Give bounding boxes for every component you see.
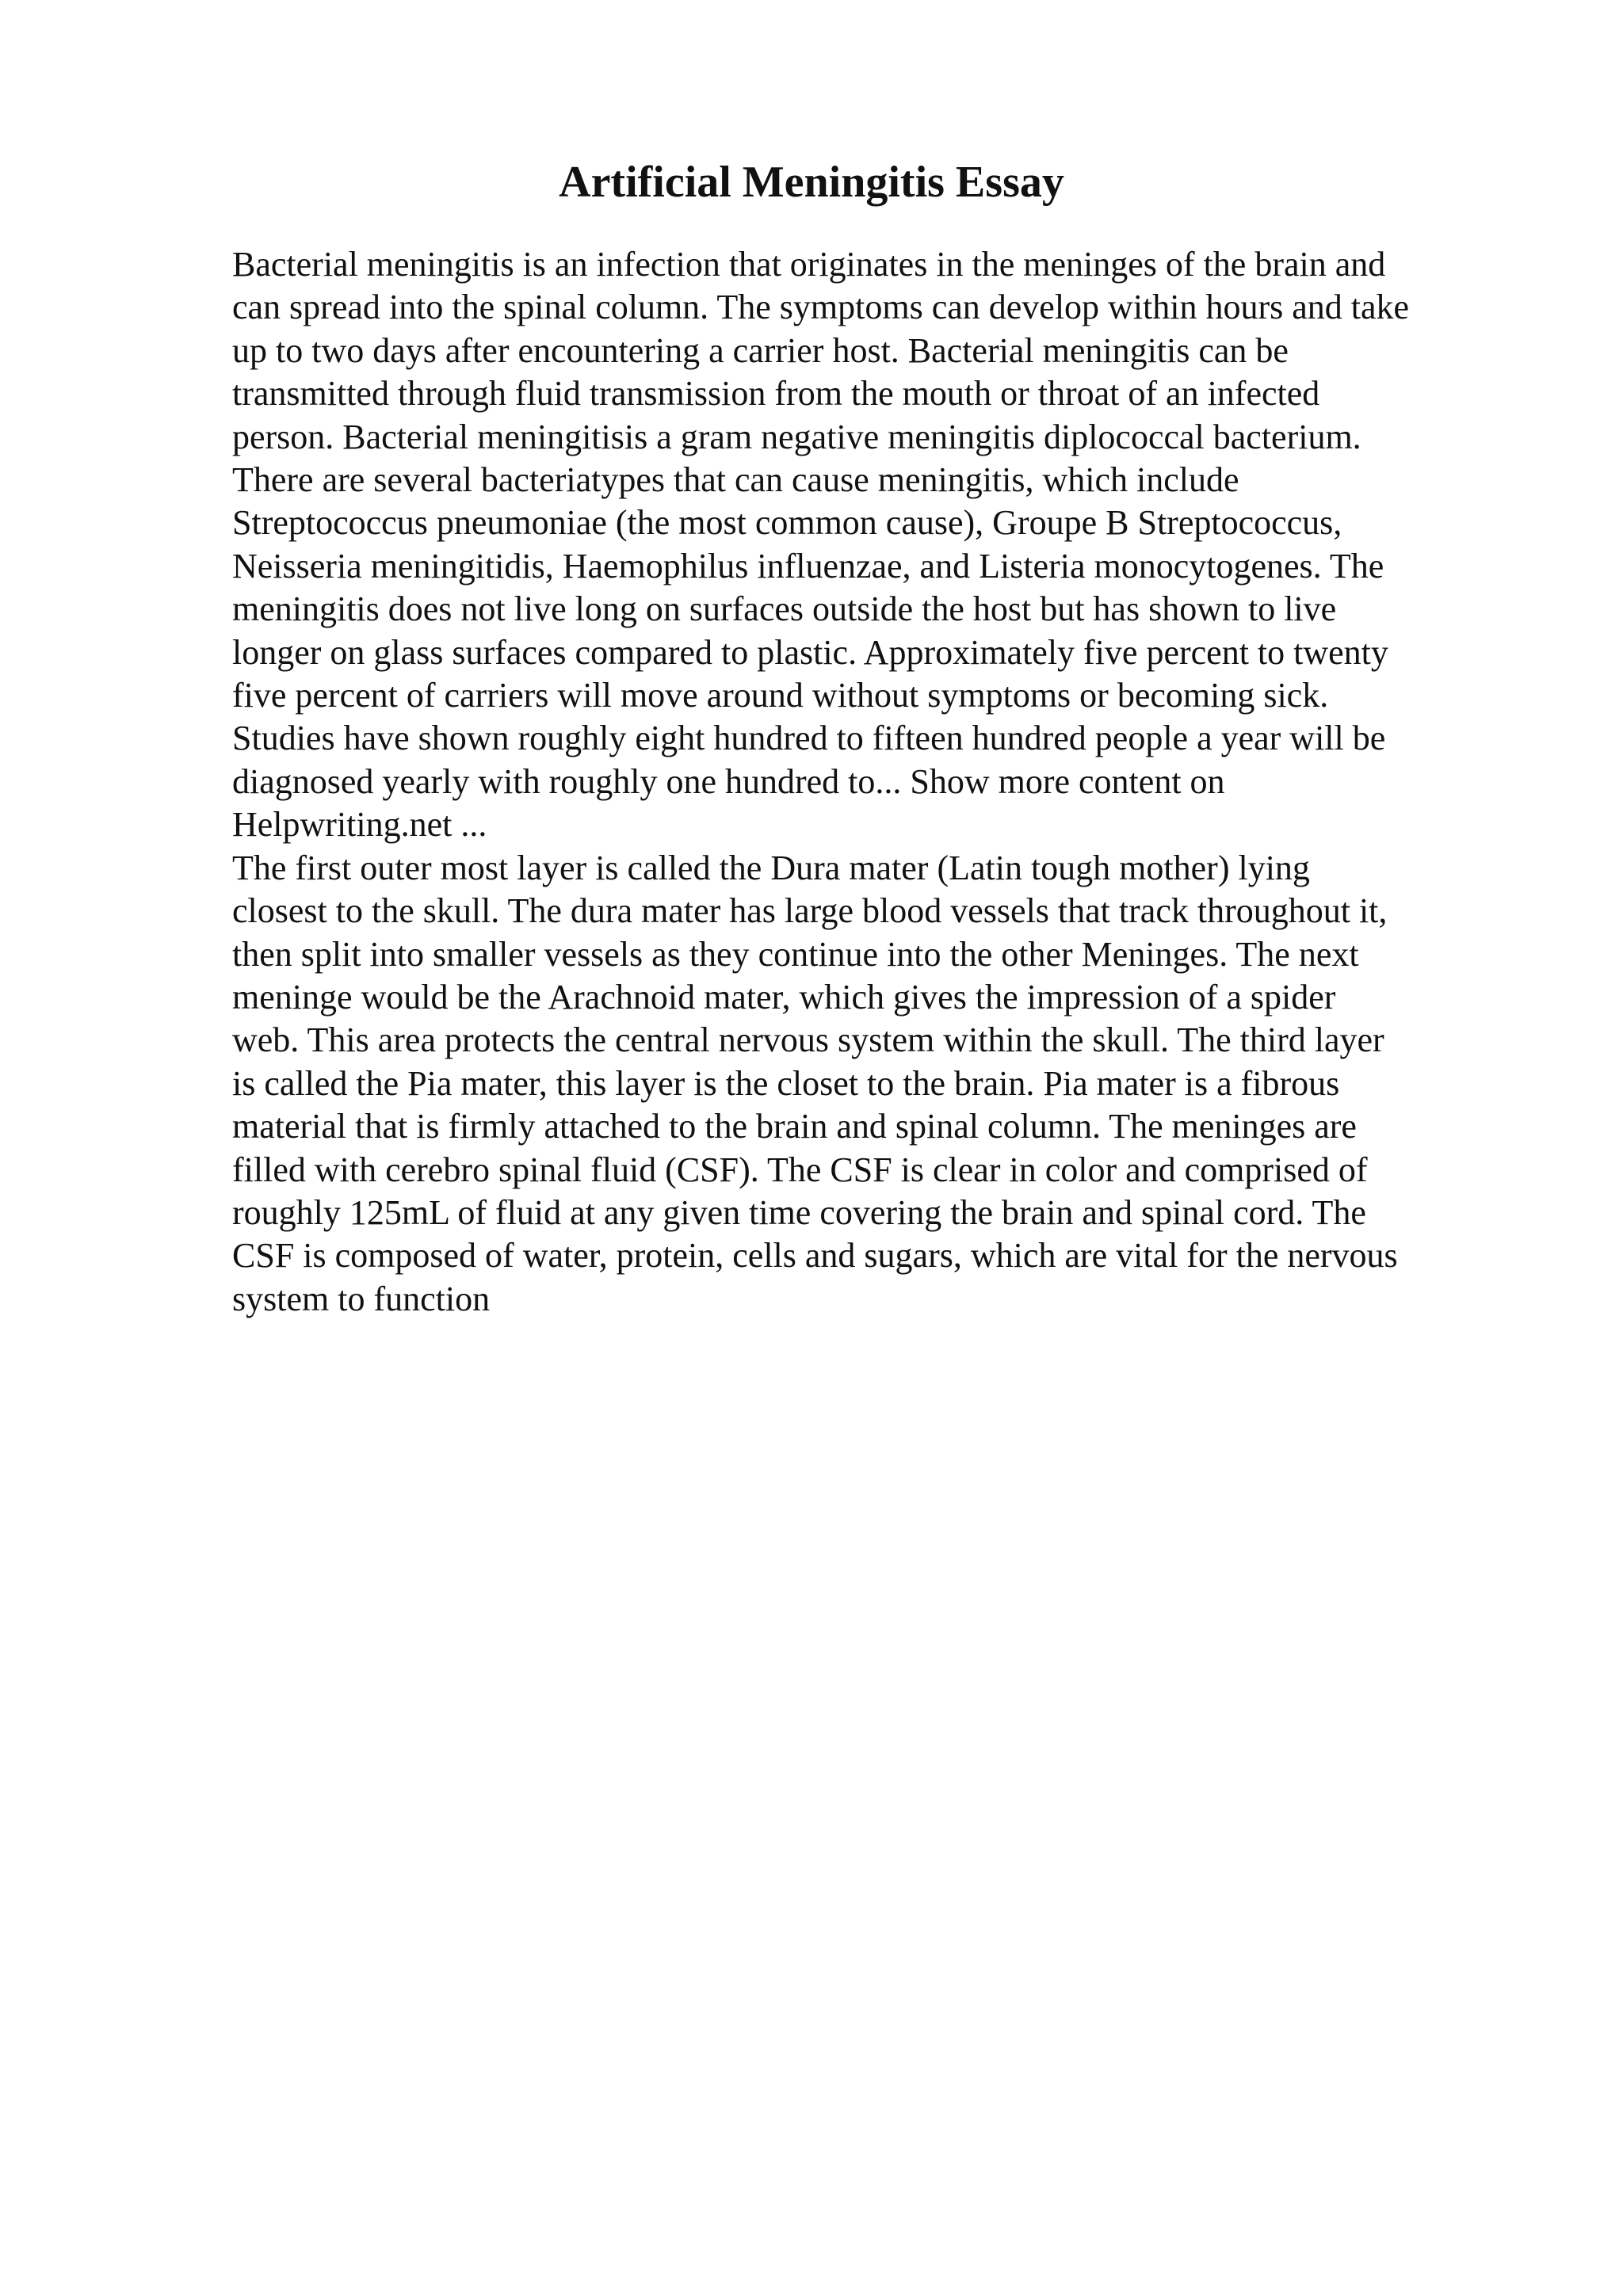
text-line: Bacterial meningitis is an infection that originates in the meninges of the brain and xyxy=(232,245,1386,284)
text-line: Helpwriting.net ... xyxy=(232,805,487,845)
text-line: system to function xyxy=(232,1279,491,1318)
text-line: There are several bacteriatypes that can cause meningitis, which include xyxy=(232,460,1239,500)
text-line: diagnosed yearly with roughly one hundred to... Show more content on xyxy=(232,761,1225,801)
text-line: up to two days after encountering a carrier host. Bacterial meningitis can be xyxy=(232,330,1289,370)
text-line: The first outer most layer is called the Dura mater (Latin tough mother) lying xyxy=(232,848,1310,887)
text-line: then split into smaller vessels as they continue into the other Meninges. The next xyxy=(232,934,1359,974)
text-line: Neisseria meningitidis, Haemophilus influenzae, and Listeria monocytogenes. The xyxy=(232,546,1384,585)
text-line: can spread into the spinal column. The symptoms can develop within hours and take xyxy=(232,288,1410,327)
text-line: meningitis does not live long on surfaces outside the host but has shown to live xyxy=(232,589,1337,629)
text-line: is called the Pia mater, this layer is the closet to the brain. Pia mater is a fibrous xyxy=(232,1063,1340,1103)
text-line: web. This area protects the central nervous system within the skull. The third layer xyxy=(232,1020,1384,1060)
text-line: transmitted through fluid transmission from the mouth or throat of an infected xyxy=(232,374,1320,414)
text-line: closest to the skull. The dura mater has large blood vessels that track throughout it, xyxy=(232,891,1388,931)
text-line: Studies have shown roughly eight hundred to fifteen hundred people a year will be xyxy=(232,719,1386,758)
text-line: CSF is composed of water, protein, cells and sugars, which are vital for the nervous xyxy=(232,1236,1398,1276)
text-line: Streptococcus pneumoniae (the most common cause), Groupe B Streptococcus, xyxy=(232,503,1342,543)
text-line: material that is firmly attached to the brain and spinal column. The meninges are xyxy=(232,1107,1357,1146)
text-line: meninge would be the Arachnoid mater, which gives the impression of a spider xyxy=(232,977,1336,1016)
essay-body xyxy=(232,243,1500,1321)
text-line: filled with cerebro spinal fluid (CSF). The CSF is clear in color and comprised of xyxy=(232,1150,1368,1189)
text-line: five percent of carriers will move around without symptoms or becoming sick. xyxy=(232,676,1329,715)
text-line: person. Bacterial meningitisis a gram negative meningitis diplococcal bacterium. xyxy=(232,417,1361,456)
text-line: roughly 125mL of fluid at any given time covering the brain and spinal cord. The xyxy=(232,1192,1366,1232)
text-line: longer on glass surfaces compared to plastic. Approximately five percent to twenty xyxy=(232,632,1388,672)
page-title: Artificial Meningitis Essay xyxy=(559,158,1064,207)
